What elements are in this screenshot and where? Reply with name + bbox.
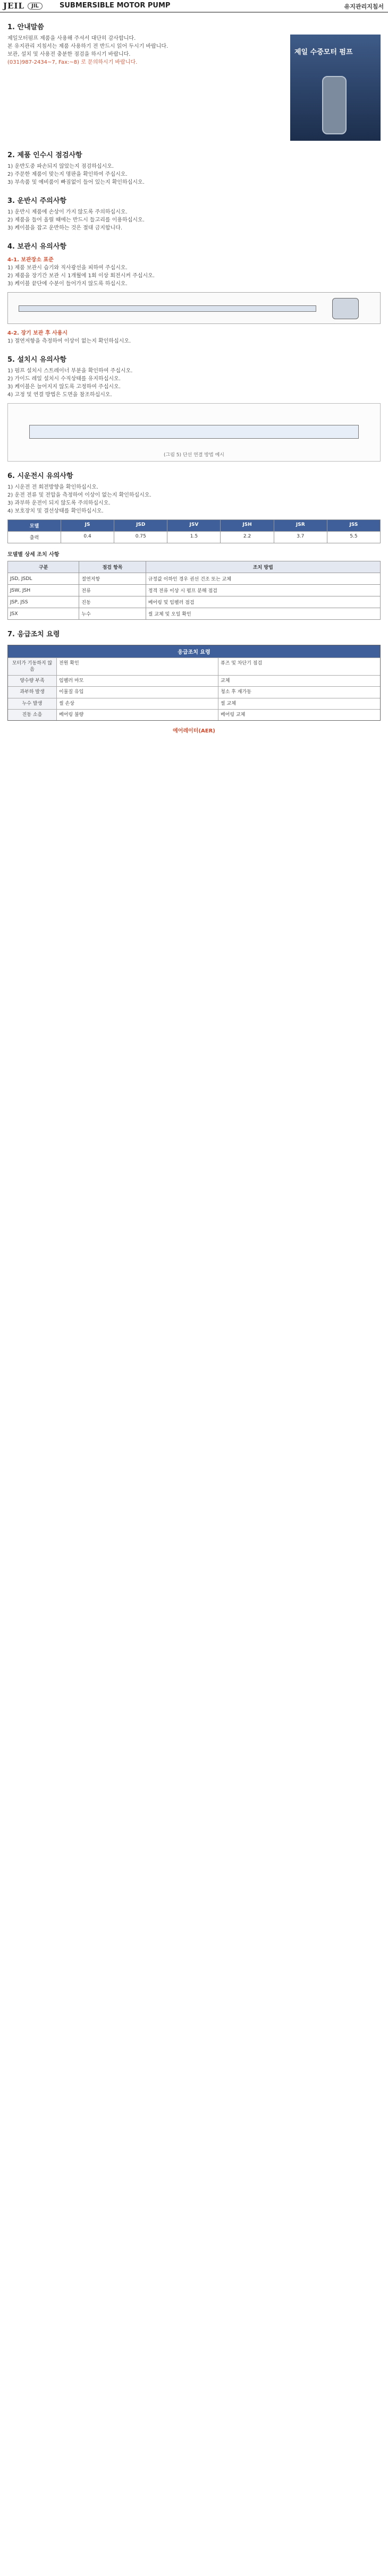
s4-item-4: 1) 절연저항을 측정하여 이상이 없는지 확인하십시오. (7, 338, 131, 344)
s2-item-1: 1) 운반도중 파손되지 않았는지 점검하십시오. (7, 164, 114, 169)
grid-head-cell: JSR (274, 520, 327, 532)
s2-item-2: 2) 주문한 제품이 맞는지 명판을 확인하여 주십시오. (7, 172, 128, 177)
grid-head-cell: JSH (221, 520, 274, 532)
section-2-title: 2. 제품 인수시 점검사항 (7, 151, 82, 159)
section-4-title: 4. 보관시 유의사항 (7, 243, 66, 251)
page-title: SUBMERSIBLE MOTOR PUMP (60, 2, 171, 10)
section-7-title: 7. 응급조치 요령 (7, 630, 60, 638)
grid-row-label: 출력 (8, 532, 61, 543)
section-6-title: 6. 시운전시 유의사항 (7, 472, 73, 480)
section-3-title: 3. 운반시 주의사항 (7, 197, 66, 205)
s5-item-4: 4) 고정 및 연결 방법은 도면을 참조하십시오. (7, 392, 112, 398)
table-row: JSP, JSS 진동 베어링 및 임펠러 점검 (8, 596, 381, 608)
s4-item-3: 3) 케이블 끝단에 수분이 들어가지 않도록 하십시오. (7, 281, 128, 287)
s6-item-2: 2) 운전 전류 및 전압을 측정하여 이상이 없는지 확인하십시오. (7, 492, 151, 498)
table-row: JSX 누수 씰 교체 및 오일 확인 (8, 608, 381, 620)
s5-item-1: 1) 펌프 설치시 스트레이너 부분을 확인하여 주십시오. (7, 368, 133, 374)
s6-item-1: 1) 시운전 전 회전방향을 확인하십시오. (7, 484, 99, 490)
emergency-row: 누수 발생 씰 손상 씰 교체 (8, 698, 380, 709)
grid-head-label: 모델 (8, 520, 61, 532)
table-title: 모델별 상세 조치 사항 (7, 552, 60, 558)
manual-cover-image: 제일 수중모터 펌프 (290, 35, 381, 141)
page-header (0, 0, 388, 13)
s5-item-3: 3) 케이블은 늘어지지 않도록 고정하여 주십시오. (7, 384, 121, 390)
table-row: JSD, JSDL 절연저항 규정값 이하인 경우 권선 건조 또는 교체 (8, 573, 381, 585)
connection-diagram: (그림 5) 단선 연결 방법 예시 (7, 403, 381, 462)
emergency-table (7, 645, 381, 721)
table-head-2: 점검 항목 (79, 561, 146, 573)
grid-cell: 2.2 (221, 532, 274, 543)
intro-line-1: 제일모터펌프 제품을 사용해 주셔서 대단히 감사합니다. (7, 36, 136, 41)
model-table (7, 561, 381, 620)
s5-item-2: 2) 가이드 레일 설치시 수직상태를 유지하십시오. (7, 376, 121, 382)
s4-item-2: 2) 제품을 장기간 보관 시 1개월에 1회 이상 회전시켜 주십시오. (7, 273, 155, 279)
s4-item-1: 1) 제품 보관시 습기와 직사광선을 피하여 주십시오. (7, 265, 128, 271)
emergency-row: 과부하 발생 이물질 유입 청소 후 재가동 (8, 686, 380, 697)
s3-item-3: 3) 케이블을 잡고 운반하는 것은 절대 금지합니다. (7, 225, 123, 231)
emergency-title: 응급조치 요령 (8, 645, 380, 658)
grid-cell: 1.5 (167, 532, 221, 543)
brand-logo: JEIL (3, 1, 25, 11)
footer-label: 에어레이터(AER) (173, 728, 215, 734)
section-1-title: 1. 안내말씀 (7, 23, 44, 31)
s2-item-3: 3) 부속품 및 예비품이 빠짐없이 들어 있는지 확인하십시오. (7, 180, 145, 185)
page-subtitle: 유지관리지침서 (344, 3, 384, 10)
s4-subtitle-2: 4-2. 장기 보관 후 사용시 (7, 330, 68, 336)
table-row: JSW, JSH 전류 정격 전류 이상 시 펌프 분해 점검 (8, 585, 381, 596)
grid-cell: 3.7 (274, 532, 327, 543)
emergency-row: 양수량 부족 임펠러 마모 교체 (8, 675, 380, 686)
grid-head-cell: JS (61, 520, 114, 532)
section-5-title: 5. 설치시 유의사항 (7, 356, 66, 364)
pump-illustration (322, 76, 347, 134)
grid-cell: 5.5 (327, 532, 381, 543)
intro-line-3: 보관, 설치 및 사용전 충분한 점검을 하시기 바랍니다. (7, 52, 131, 57)
intro-line-2: 본 유지관리 지침서는 제품 사용하기 전 반드시 읽어 두시기 바랍니다. (7, 44, 168, 49)
grid-cell: 0.75 (114, 532, 167, 543)
storage-figure (7, 292, 381, 324)
model-grid (7, 519, 381, 543)
intro-phone: (031)987-2434~7, Fax:~8) 로 문의하시기 바랍니다. (7, 59, 138, 65)
emergency-row: 모터가 기동하지 않음 전원 확인 퓨즈 및 차단기 점검 (8, 658, 380, 675)
brand-badge: JIL (28, 3, 43, 10)
table-head-3: 조치 방법 (146, 561, 380, 573)
grid-head-cell: JSD (114, 520, 167, 532)
s3-item-2: 2) 제품을 들어 올릴 때에는 반드시 들고리를 이용하십시오. (7, 217, 145, 223)
s6-item-4: 4) 보호장치 및 결선상태를 확인하십시오. (7, 508, 104, 514)
table-head-1: 구분 (8, 561, 79, 573)
grid-cell: 0.4 (61, 532, 114, 543)
emergency-row: 진동 소음 베어링 불량 베어링 교체 (8, 709, 380, 720)
s4-subtitle-1: 4-1. 보관장소 표준 (7, 257, 54, 263)
grid-head-cell: JSV (167, 520, 221, 532)
s3-item-1: 1) 운반시 제품에 손상이 가지 않도록 주의하십시오. (7, 209, 128, 215)
grid-head-cell: JSS (327, 520, 381, 532)
s6-item-3: 3) 과부하 운전이 되지 않도록 주의하십시오. (7, 500, 111, 506)
